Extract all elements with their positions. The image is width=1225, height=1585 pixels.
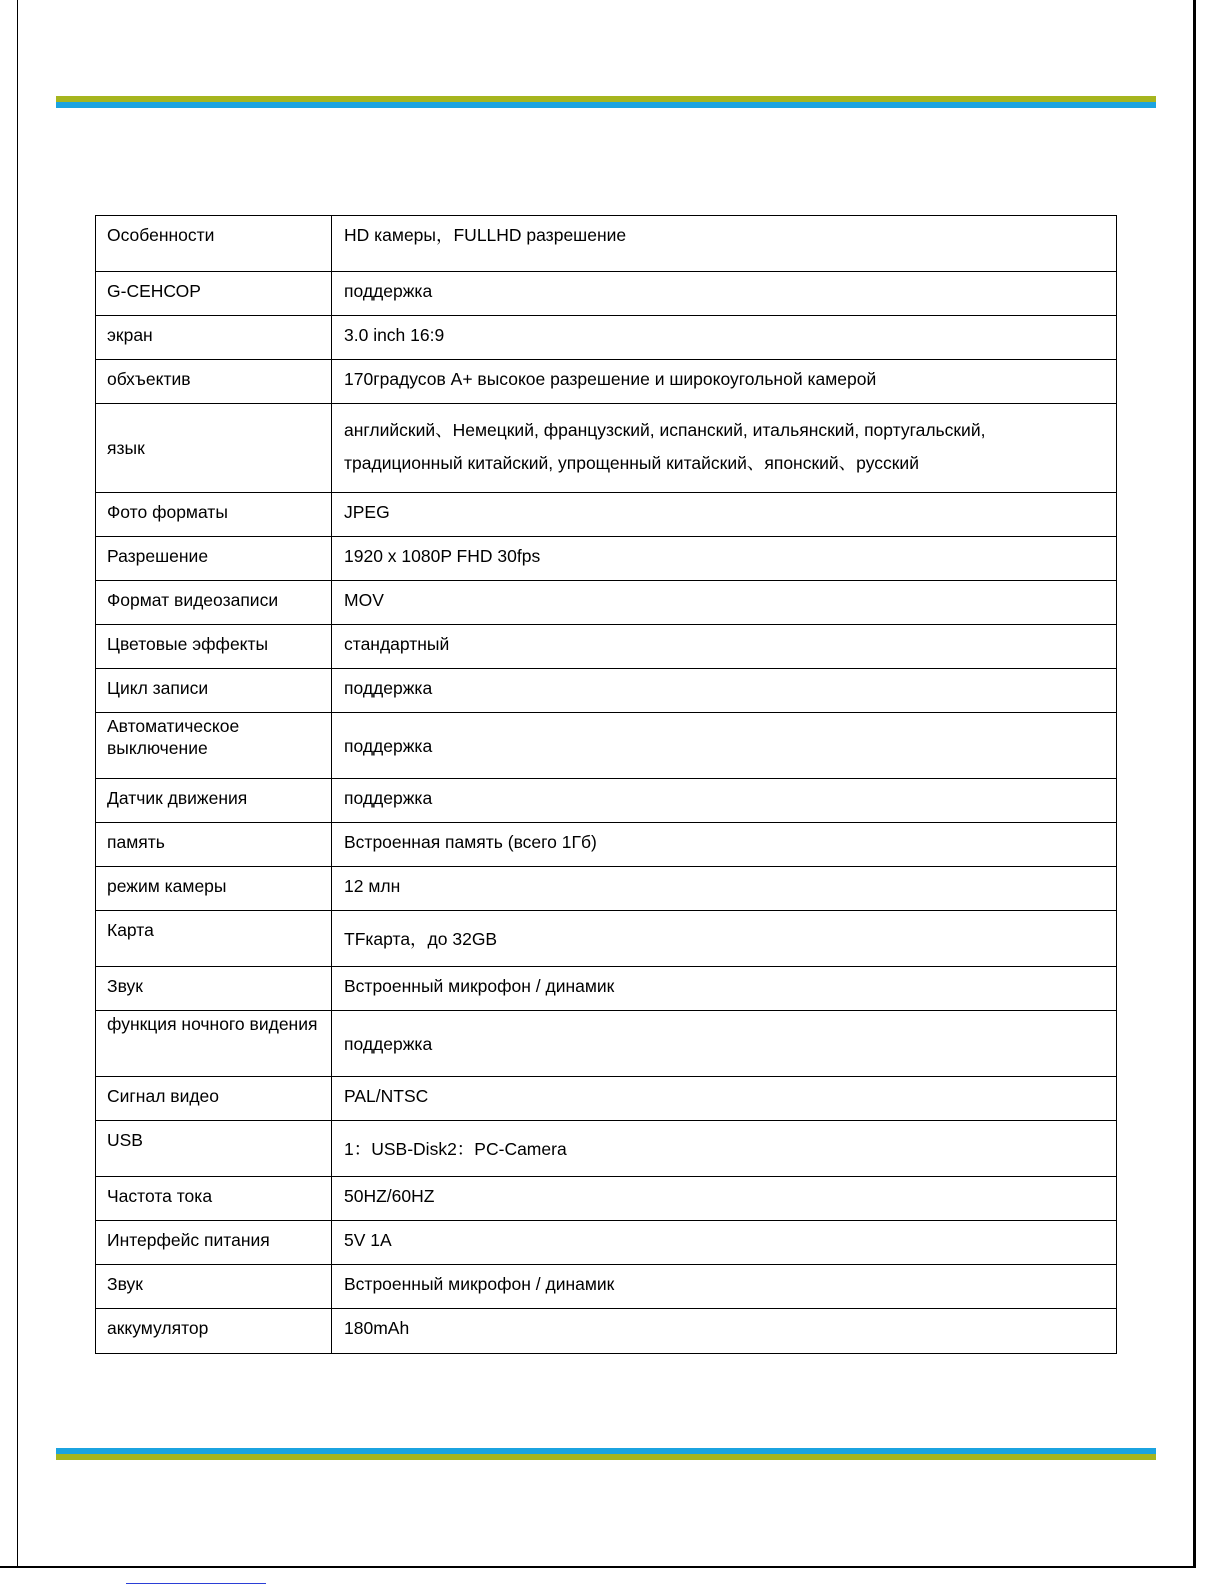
- page-border-bottom: [0, 1566, 1196, 1568]
- spec-label: Фото форматы: [96, 493, 332, 537]
- spec-value: 50HZ/60HZ: [332, 1177, 1117, 1221]
- spec-value: HD камеры，FULLHD разрешение: [332, 216, 1117, 272]
- table-row: [96, 1121, 1117, 1177]
- spec-value: 5V 1A: [332, 1221, 1117, 1265]
- table-row: [96, 272, 1117, 316]
- spec-value: 1：USB-Disk2：PC-Camera: [332, 1121, 1117, 1177]
- table-row: [96, 1011, 1117, 1077]
- table-row: [96, 823, 1117, 867]
- page-border-left: [17, 0, 18, 1568]
- spec-value: английский、Немецкий, французский, испанский, итальянский, португальский, традиционный китайский, упрощенный китайский、японский、русский: [332, 404, 1117, 493]
- table-row: [96, 1177, 1117, 1221]
- spec-value: Встроенный микрофон / динамик: [332, 967, 1117, 1011]
- table-row: [96, 1265, 1117, 1309]
- spec-label: режим камеры: [96, 867, 332, 911]
- spec-label: Карта: [96, 911, 332, 967]
- spec-value: MOV: [332, 581, 1117, 625]
- spec-label: экран: [96, 316, 332, 360]
- table-row: [96, 1221, 1117, 1265]
- spec-label: Особенности: [96, 216, 332, 272]
- spec-label: Интерфейс питания: [96, 1221, 332, 1265]
- footer-link-underline[interactable]: [126, 1583, 266, 1584]
- table-row: [96, 216, 1117, 272]
- spec-value: Встроенный микрофон / динамик: [332, 1265, 1117, 1309]
- spec-table: [95, 215, 1117, 1354]
- spec-value: поддержка: [332, 1011, 1117, 1077]
- spec-value: поддержка: [332, 713, 1117, 779]
- spec-label: Частота тока: [96, 1177, 332, 1221]
- spec-value: поддержка: [332, 669, 1117, 713]
- page-border-right: [1193, 0, 1196, 1568]
- table-row: [96, 669, 1117, 713]
- table-row: [96, 404, 1117, 493]
- table-row: [96, 713, 1117, 779]
- spec-label: Цикл записи: [96, 669, 332, 713]
- table-row: [96, 1309, 1117, 1354]
- spec-value: TFкарта，до 32GB: [332, 911, 1117, 967]
- table-row: [96, 360, 1117, 404]
- table-row: [96, 1077, 1117, 1121]
- spec-value: 180mAh: [332, 1309, 1117, 1354]
- spec-label: обхъектив: [96, 360, 332, 404]
- table-row: [96, 316, 1117, 360]
- spec-value: Встроенная память (всего 1Гб): [332, 823, 1117, 867]
- spec-value: PAL/NTSC: [332, 1077, 1117, 1121]
- table-row: [96, 911, 1117, 967]
- spec-label: Разрешение: [96, 537, 332, 581]
- spec-value: 170градусов A+ высокое разрешение и широкоугольной камерой: [332, 360, 1117, 404]
- spec-label: Звук: [96, 1265, 332, 1309]
- header-stripe-blue: [56, 102, 1156, 108]
- spec-label: Цветовые эффекты: [96, 625, 332, 669]
- table-row: [96, 493, 1117, 537]
- table-row: [96, 867, 1117, 911]
- spec-label: функция ночного видения: [96, 1011, 332, 1077]
- spec-label: G-СЕНСОР: [96, 272, 332, 316]
- spec-label: Формат видеозаписи: [96, 581, 332, 625]
- spec-value: поддержка: [332, 272, 1117, 316]
- table-row: [96, 581, 1117, 625]
- table-row: [96, 625, 1117, 669]
- spec-label: язык: [96, 404, 332, 493]
- spec-label: память: [96, 823, 332, 867]
- spec-label: Сигнал видео: [96, 1077, 332, 1121]
- spec-value: 12 млн: [332, 867, 1117, 911]
- spec-value: JPEG: [332, 493, 1117, 537]
- table-row: [96, 537, 1117, 581]
- table-row: [96, 967, 1117, 1011]
- spec-label: Датчик движения: [96, 779, 332, 823]
- table-row: [96, 779, 1117, 823]
- footer-stripe-green: [56, 1454, 1156, 1460]
- spec-value: стандартный: [332, 625, 1117, 669]
- spec-label: USB: [96, 1121, 332, 1177]
- spec-value: 1920 x 1080P FHD 30fps: [332, 537, 1117, 581]
- spec-value: 3.0 inch 16:9: [332, 316, 1117, 360]
- spec-label: Звук: [96, 967, 332, 1011]
- spec-label: аккумулятор: [96, 1309, 332, 1354]
- spec-value: поддержка: [332, 779, 1117, 823]
- spec-label: Автоматическое выключение: [96, 713, 332, 779]
